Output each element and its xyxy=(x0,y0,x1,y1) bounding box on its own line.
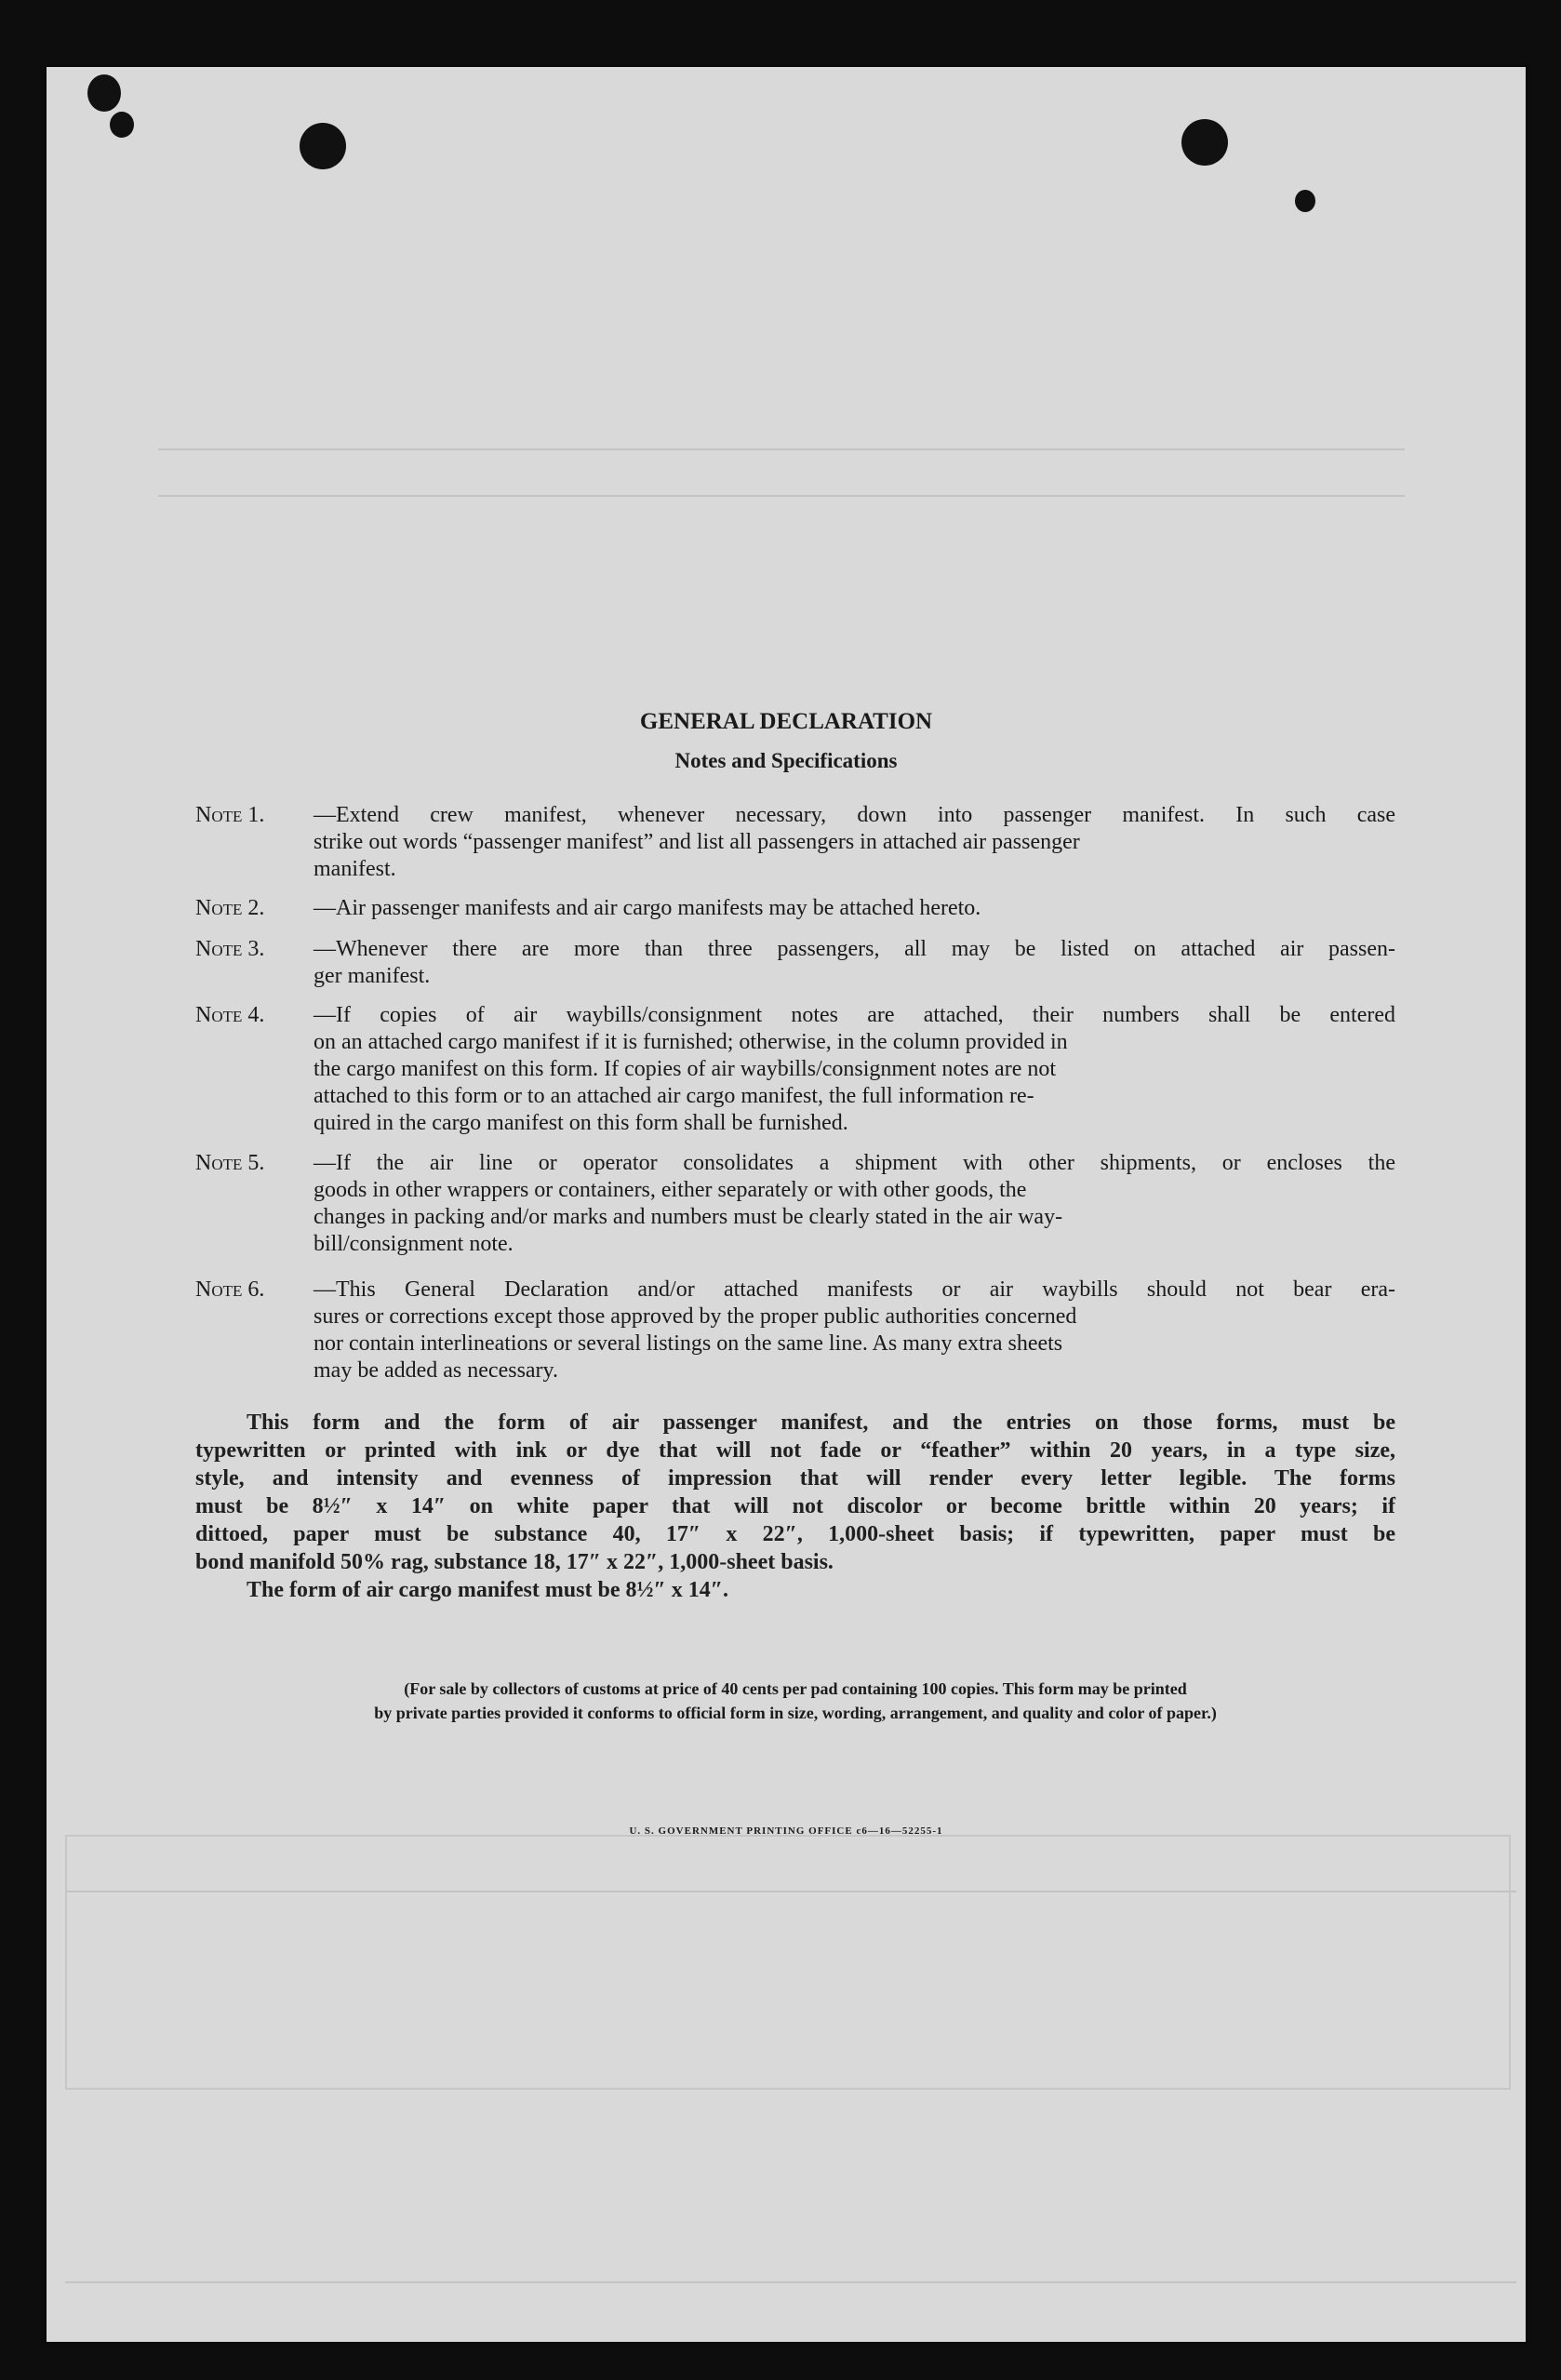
paragraph-line: style, and intensity and evenness of impression that will render every letter legible. The forms xyxy=(195,1466,1395,1491)
note-line: sures or corrections except those approved by the proper public authorities concerned xyxy=(314,1304,1077,1329)
printing-office-line: U. S. GOVERNMENT PRINTING OFFICE c6—16—52255-1 xyxy=(629,1825,943,1837)
sale-notice-line: (For sale by collectors of customs at price of 40 cents per pad containing 100 copies. This form may be printed xyxy=(404,1679,1187,1698)
note-line: ger manifest. xyxy=(314,964,431,988)
ink-blot xyxy=(1295,190,1315,212)
note-line: the cargo manifest on this form. If copies of air waybills/consignment notes are not xyxy=(314,1057,1057,1081)
form-specifications-paragraph xyxy=(195,1409,1395,1604)
note-3: Note 3. —Whenever there are more than three passengers, all may be listed on attached air passen- ger manifest. xyxy=(195,937,1395,988)
sale-notice xyxy=(195,1677,1395,1725)
note-line: Whenever there are more than three passengers, all may be listed on attached air passen- xyxy=(336,937,1395,961)
note-label: Note 3. xyxy=(195,937,265,961)
note-line: changes in packing and/or marks and numbers must be clearly stated in the air way- xyxy=(314,1205,1063,1229)
note-line: nor contain interlineations or several listings on the same line. As many extra sheets xyxy=(314,1331,1063,1356)
note-line: Extend crew manifest, whenever necessary, down into passenger manifest. In such case xyxy=(336,803,1395,827)
note-line: strike out words “passenger manifest” and list all passengers in attached air passenger xyxy=(314,830,1080,854)
sale-notice-line: by private parties provided it conforms to official form in size, wording, arrangement, and quality and color of paper.) xyxy=(374,1704,1217,1722)
note-line: manifest. xyxy=(314,857,396,881)
page-title: GENERAL DECLARATION xyxy=(639,709,933,734)
note-2: Note 2. —Air passenger manifests and air cargo manifests may be attached hereto. xyxy=(195,896,981,920)
bleed-through-table xyxy=(65,1835,1511,2090)
note-4: Note 4. —If copies of air waybills/consignment notes are attached, their numbers shall be entered on an attached cargo manifest if it is furnished; otherwise, in the column provided in the cargo manifest on this form. If copies of air waybills/consignment notes are not attached to this form or to an attached air cargo manifest, the full information re- quired in the cargo manifest on this form shall be furnished. xyxy=(195,1003,1395,1135)
note-line: Air passenger manifests and air cargo manifests may be attached hereto. xyxy=(336,896,981,920)
ink-blot xyxy=(110,112,134,138)
note-label: Note 5. xyxy=(195,1151,265,1175)
bleed-through-rule xyxy=(65,2281,1516,2283)
note-line: This General Declaration and/or attached manifests or air waybills should not bear era- xyxy=(336,1277,1395,1302)
paragraph-line: typewritten or printed with ink or dye that will not fade or “feather” within 20 years, in a type size, xyxy=(195,1438,1395,1463)
note-line: bill/consignment note. xyxy=(314,1232,514,1256)
note-label: Note 6. xyxy=(195,1277,265,1302)
page-subtitle: Notes and Specifications xyxy=(674,749,898,772)
note-line: on an attached cargo manifest if it is furnished; otherwise, in the column provided in xyxy=(314,1030,1068,1054)
note-line: If copies of air waybills/consignment notes are attached, their numbers shall be entered xyxy=(336,1003,1395,1027)
note-line: may be added as necessary. xyxy=(314,1358,558,1383)
bleed-through-rule xyxy=(158,495,1405,497)
note-1: Note 1. —Extend crew manifest, whenever necessary, down into passenger manifest. In such case strike out words “passenger manifest” and list all passengers in attached air passenger manifest. xyxy=(195,803,1395,881)
note-label: Note 4. xyxy=(195,1003,265,1027)
note-5: Note 5. —If the air line or operator consolidates a shipment with other shipments, or encloses the goods in other wrappers or containers, either separately or with other goods, the changes in packing and/or marks and numbers must be clearly stated in the air way- bill/consignment note. xyxy=(195,1151,1395,1256)
ink-blot xyxy=(87,74,121,112)
note-line: goods in other wrappers or containers, either separately or with other goods, the xyxy=(314,1178,1027,1202)
bleed-through-rule xyxy=(158,448,1405,450)
note-line: If the air line or operator consolidates a shipment with other shipments, or encloses the xyxy=(336,1151,1395,1175)
paragraph-line: This form and the form of air passenger manifest, and the entries on those forms, must be xyxy=(247,1411,1395,1435)
paragraph-last-line: The form of air cargo manifest must be 8½″ x 14″. xyxy=(247,1578,728,1602)
punch-hole-left xyxy=(300,123,346,169)
note-line: quired in the cargo manifest on this form shall be furnished. xyxy=(314,1111,848,1135)
note-label: Note 2. xyxy=(195,896,265,920)
punch-hole-right xyxy=(1181,119,1228,166)
note-label: Note 1. xyxy=(195,803,265,827)
document-page xyxy=(47,67,1526,2342)
note-line: attached to this form or to an attached air cargo manifest, the full information re- xyxy=(314,1084,1034,1108)
paragraph-line: bond manifold 50% rag, substance 18, 17″ x 22″, 1,000-sheet basis. xyxy=(195,1550,834,1574)
paragraph-line: must be 8½″ x 14″ on white paper that will not discolor or become brittle within 20 years; if xyxy=(195,1494,1395,1518)
paragraph-line: dittoed, paper must be substance 40, 17″ x 22″, 1,000-sheet basis; if typewritten, paper must be xyxy=(195,1522,1395,1546)
note-6: Note 6. —This General Declaration and/or attached manifests or air waybills should not bear era- sures or corrections except those approved by the proper public authorities concerned nor contain interlineations or several listings on the same line. As many extra sheets may be added as necessary. xyxy=(195,1277,1395,1383)
